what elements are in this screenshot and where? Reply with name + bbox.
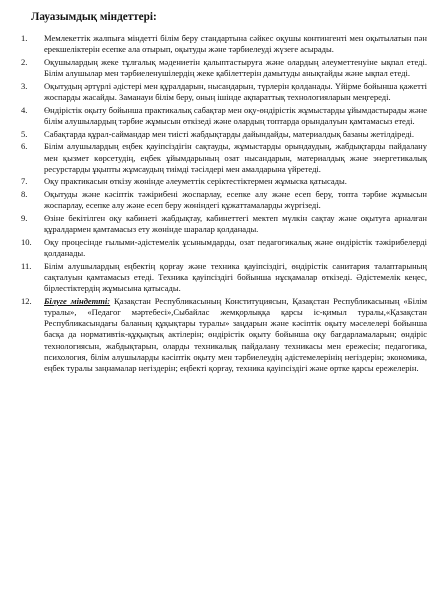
duty-number: 5. (21, 128, 28, 139)
duty-item (17, 81, 427, 103)
duty-number: 3. (21, 80, 28, 91)
duty-item (17, 141, 427, 174)
duty-text: Оқытуды және кәсіптік тәжірибені жоспарлау, есепке алу және есеп беру, топта тәрбие жұмысын жоспарлау, есепке алу және есеп беру жөніндегі құжаттамаларды жүргізеді. (44, 189, 427, 211)
duties-list (17, 33, 427, 374)
duty-text: Оқушылардың жеке тұлғалық мәдениетін қалыптастыруға және олардың әлеуметтенуіне ықпал етеді. Білім алушылар мен тәрбиеленушілердің жеке қабілеттерін дамытуды анықтайды және ықпал етеді. (44, 56, 427, 79)
duty-item (17, 105, 427, 127)
section-heading: Лауазымдық міндеттері: (31, 11, 157, 23)
duty-item (17, 189, 427, 211)
duty-text: Білім алушылардың еңбектің қорғау және техника қауіпсіздігі, өндірістік санитария талаптарының сақталуын қамтамасыз етеді. Техника қауіпсіздігі бойынша нұсқамалар өткізеді. Әдістемелік кеңес, бірлестіктердің жұмысына қатысады. (44, 260, 427, 294)
duty-item (17, 296, 427, 374)
duty-number: 8. (21, 189, 28, 200)
duty-text: Өндірістік оқыту бойынша практикалық сабақтар мен оқу-өндірістік жұмыстарды ұйымдастырады және білім алушылардың тәрбие жұмысын өткізеді және олардың топтарда орындалуын қамтамасыз етеді. (44, 104, 427, 126)
duty-item (17, 57, 427, 79)
duty-number: 7. (21, 176, 28, 187)
duty-number: 4. (21, 104, 28, 115)
duty-text: Қазақстан Республикасының Конституциясын, Қазақстан Республикасының «Білім туралы», «Педагог мәртебесі»,Сыбайлас жемқорлыққа қарсы іс-қимыл туралы,«Қазақстан Республикасындағы баланың құқықтары туралы» заңдарын және кәсіптік оқыту мәселелері бойынша басқа да нормативтік-құқықтық актілерін; өндірістік оқыту бойынша оқу бағдарламаларын; өндіріс технологиясын, жабдықтарын, оларды техникалық пайдалану техникасы мен ережесін; педагогика, психология, білім алушыларды кәсіптік оқыту мен тәрбиелеудің әдістемелерінің негіздерін; экономика, еңбек туралы заңнамалар негіздерін; еңбекті қорғау, техника қауіпсіздігі және өртке қарсы ережелерін. (44, 295, 427, 373)
duty-text: Оқу процесінде ғылыми-әдістемелік ұсынымдарды, озат педагогикалық және өндірістік тәжірибелерді қолданады. (44, 237, 427, 259)
duty-item (17, 213, 427, 235)
duty-number: 10. (21, 237, 32, 247)
duty-text: Сабақтарда құрал-саймандар мен тиісті жабдықтарды дайындайды, материалдық базаны жетілдіреді. (44, 128, 414, 139)
duty-text: Білім алушылардың еңбек қауіпсіздігін сақтауды, жұмыстарды орындаудың, жабдықтарды пайдалану мен қызмет көрсетудің, еңбек ұйымдарының озат нысандарын, материалдық және энергетикалық ресурстарды ұқыпты жұмсаудың тиімді тәсілдері мен амалдарына үйретеді. (44, 141, 427, 174)
duty-item (17, 33, 427, 55)
duty-number: 12. (21, 295, 32, 306)
duty-item (17, 237, 427, 259)
duty-text: Мемлекеттік жалпыға міндетті білім беру стандартына сәйкес оқушы контингенті мен оқытылатын пән ерекшеліктерін есепке ала отырып, оқытуды және тәрбиелеуді жүзеге асырады. (44, 33, 427, 55)
duty-text: Оқу практикасын өткізу жөнінде әлеуметтік серіктестіктермен жұмыска қатысады. (44, 176, 347, 187)
duty-text: Оқытудың әртүрлі әдістері мен құралдарын, нысандарын, түрлерін қолданады. Үйірме бойынша қажетті жоспарды жасайды. Заманауи білім беру, оның ішінде ақпараттық технологияларын меңгереді. (44, 80, 427, 102)
duty-text: Өзіне бекітілген оқу кабинеті жабдықтау, кабинеттегі мектеп мүлкін сақтау және оқытуға арналған құралдармен қамтамасыз ету жөнінде шаралар қолданады. (44, 213, 427, 235)
duty-number: 6. (21, 141, 28, 152)
duty-item (17, 129, 427, 140)
duty-number: 2. (21, 56, 28, 67)
duty-lead-label: Білуге міндетті: (44, 295, 111, 306)
duty-number: 9. (21, 213, 28, 224)
duty-item (17, 261, 427, 294)
duty-number: 11. (21, 260, 32, 271)
duty-item (17, 176, 427, 187)
duty-number: 1. (21, 33, 28, 43)
